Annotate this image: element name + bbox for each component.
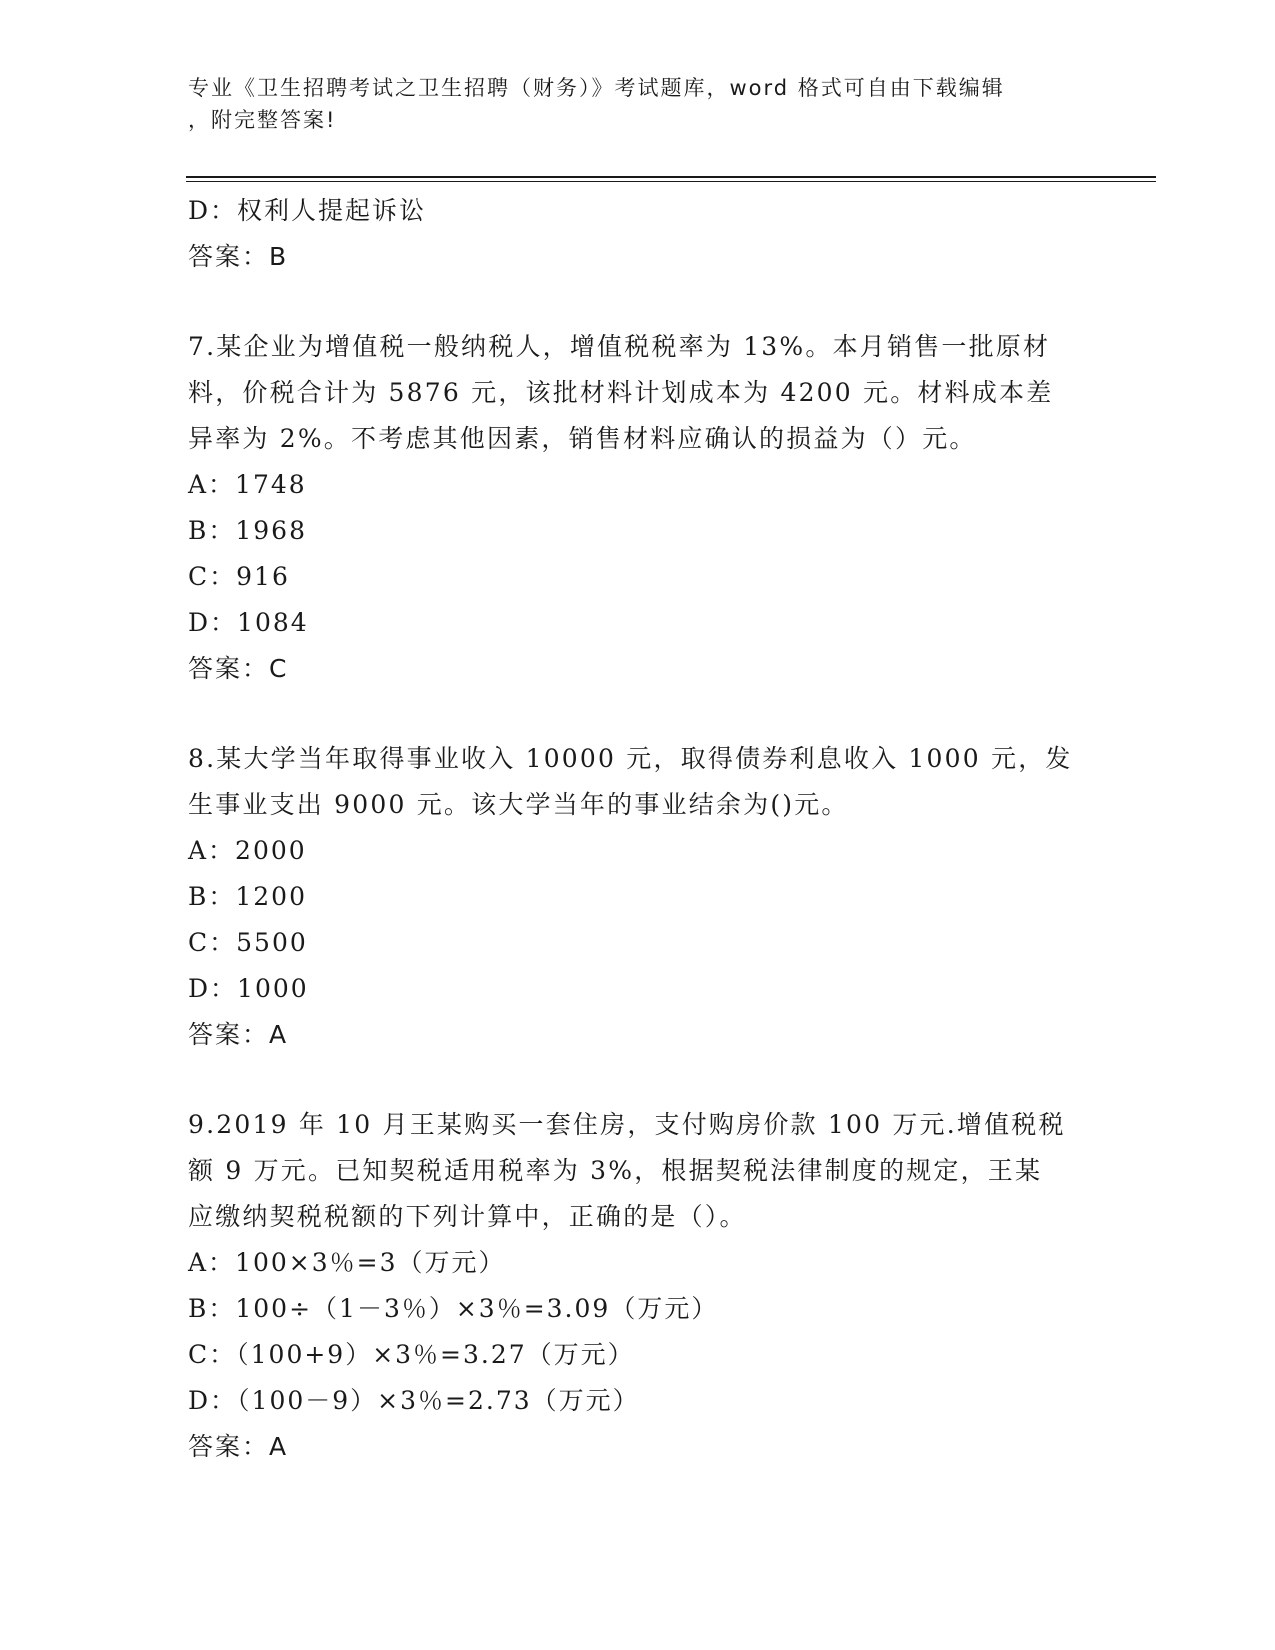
option-b: B：1968 (188, 516, 307, 545)
option-c: C：916 (188, 562, 290, 591)
document-header (188, 72, 1088, 136)
header-line-1: 专业《卫生招聘考试之卫生招聘（财务）》考试题库，word 格式可自由下载编辑 (188, 76, 1005, 100)
option-b: B：1200 (188, 882, 307, 911)
option-b: B：100÷（1－3％）×3％=3.09（万元） (188, 1294, 719, 1323)
option-a: A：2000 (188, 836, 307, 865)
question-stem: 9.2019 年 10 月王某购买一套住房，支付购房价款 100 万元.增值税税 额 9 万元。已知契税适用税率为 3%，根据契税法律制度的规定，王某 应缴纳契税税额的下列计算中，正确的是（）。 (188, 1110, 1066, 1231)
option-d: D：权利人提起诉讼 (188, 196, 427, 225)
question-stem: 7.某企业为增值税一般纳税人，增值税税率为 13%。本月销售一批原材 料，价税合计为 5876 元，该批材料计划成本为 4200 元。材料成本差 异率为 2%。不考虑其他因素，销售材料应确认的损益为（）元。 (188, 332, 1054, 453)
spacer (188, 692, 1088, 736)
spacer (188, 1058, 1088, 1102)
header-line-2: ，附完整答案! (188, 108, 337, 132)
option-d: D：（100－9）×3％=2.73（万元） (188, 1386, 640, 1415)
option-a: A：1748 (188, 470, 307, 499)
option-c: C：5500 (188, 928, 308, 957)
header-divider-thick (186, 176, 1156, 178)
answer-label: 答案：B (188, 242, 289, 271)
option-c: C：（100+9）×3％=3.27（万元） (188, 1340, 635, 1369)
option-a: A：100×3％=3（万元） (188, 1248, 506, 1277)
question-6-tail (188, 188, 1088, 280)
option-d: D：1000 (188, 974, 309, 1003)
question-9 (188, 1102, 1088, 1470)
answer-label: 答案：A (188, 1020, 289, 1049)
spacer (188, 280, 1088, 324)
question-8 (188, 736, 1088, 1058)
question-7 (188, 324, 1088, 692)
answer-label: 答案：A (188, 1432, 289, 1461)
header-divider-thin (186, 181, 1156, 182)
option-d: D：1084 (188, 608, 309, 637)
answer-label: 答案：C (188, 654, 289, 683)
question-list (188, 188, 1088, 1470)
question-stem: 8.某大学当年取得事业收入 10000 元，取得债券利息收入 1000 元，发 生事业支出 9000 元。该大学当年的事业结余为()元。 (188, 744, 1073, 819)
